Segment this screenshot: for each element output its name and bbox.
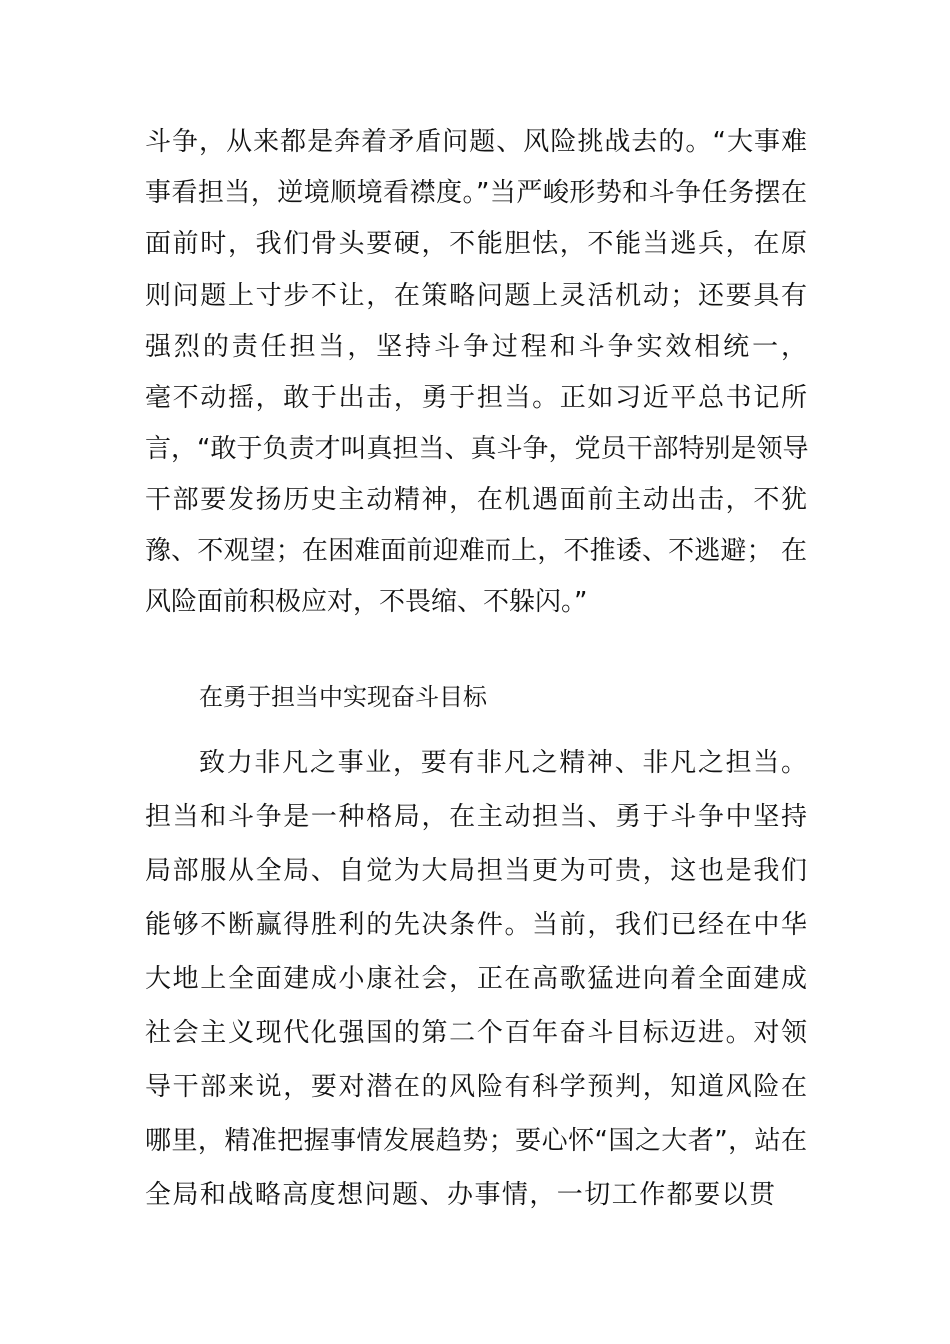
text-line: 毫不动摇，敢于出击，勇于担当。正如习近平总书记所 (145, 383, 807, 413)
text-line: 面前时，我们骨头要硬，不能胆怯，不能当逃兵，在原 (145, 229, 807, 259)
text-line: 担当和斗争是一种格局，在主动担当、勇于斗争中坚持 (145, 802, 807, 832)
text-line: 强烈的责任担当，坚持斗争过程和斗争实效相统一， (145, 332, 807, 362)
text-line: 导干部来说，要对潜在的风险有科学预判，知道风险在 (145, 1072, 807, 1102)
text-line: 哪里，精准把握事情发展趋势；要心怀“国之大者”，站在 (145, 1126, 807, 1156)
text-line: 干部要发扬历史主动精神，在机遇面前主动出击，不犹 (145, 485, 807, 515)
text-line: 则问题上寸步不让，在策略问题上灵活机动；还要具有 (145, 281, 807, 311)
text-line: 言，“敢于负责才叫真担当、真斗争，党员干部特别是领导 (145, 434, 809, 464)
text-line: 斗争，从来都是奔着矛盾问题、风险挑战去的。“大事难 (145, 127, 807, 157)
text-line: 豫、不观望；在困难面前迎难而上，不推诿、不逃避； 在 (145, 536, 807, 566)
text-line: 风险面前积极应对，不畏缩、不躲闪。” (145, 587, 588, 617)
text-line: 社会主义现代化强国的第二个百年奋斗目标迈进。对领 (145, 1018, 807, 1048)
text-line: 能够不断赢得胜利的先决条件。当前，我们已经在中华 (145, 910, 807, 940)
text-line: 局部服从全局、自觉为大局担当更为可贵，这也是我们 (145, 856, 807, 886)
text-line: 致力非凡之事业，要有非凡之精神、非凡之担当。 (199, 748, 807, 778)
section-heading: 在勇于担当中实现奋斗目标 (199, 683, 487, 711)
text-line: 全局和战略高度想问题、办事情，一切工作都要以贯 (145, 1180, 775, 1210)
text-line: 事看担当，逆境顺境看襟度。”当严峻形势和斗争任务摆在 (145, 178, 807, 208)
text-line: 大地上全面建成小康社会，正在高歌猛进向着全面建成 (145, 964, 807, 994)
